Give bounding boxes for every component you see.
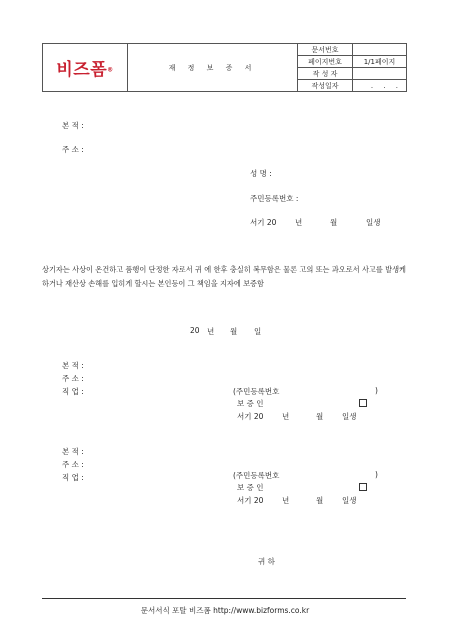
- page-number-label: 페이지번호: [298, 56, 353, 68]
- header-table: [42, 43, 407, 92]
- guarantor1-id-close: ): [375, 386, 378, 395]
- guarantor2-birth-day: 일생: [342, 496, 357, 505]
- guarantor2-job-label: 직 업 :: [62, 473, 84, 482]
- date-prefix: 20: [190, 326, 200, 335]
- guarantor1-seal-box: [359, 399, 367, 407]
- principal-birth-month: 월: [330, 218, 338, 227]
- guarantor2-seal-box: [359, 483, 367, 491]
- principal-domicile-label: 본 적 :: [62, 121, 84, 130]
- guarantor2-label: 보 증 인: [237, 483, 264, 492]
- date-year: 년: [207, 327, 215, 336]
- guarantor1-id-label: (주민등록번호: [233, 387, 280, 396]
- date-label: 작성일자: [298, 80, 353, 92]
- guarantor2-address-label: 주 소 :: [62, 460, 84, 469]
- footer-text: 문서서식 포탈 비즈폼 http://www.bizforms.co.kr: [140, 606, 310, 615]
- guarantor1-label: 보 증 인: [237, 399, 264, 408]
- author-value: [353, 68, 407, 80]
- guarantor2-id-label: (주민등록번호: [233, 471, 280, 480]
- principal-birth-year: 년: [295, 218, 303, 227]
- guarantor1-birth-prefix: 서기 20: [237, 412, 264, 421]
- page-number-value: 1/1페이지: [353, 56, 407, 68]
- principal-birth-prefix: 서기 20: [250, 218, 277, 227]
- guarantor1-birth-year: 년: [282, 412, 290, 421]
- guarantor1-job-label: 직 업 :: [62, 387, 84, 396]
- guarantor1-domicile-label: 본 적 :: [62, 361, 84, 370]
- document-title: 재 정 보 증 서: [128, 44, 298, 92]
- addressee: 귀 하: [258, 557, 275, 566]
- principal-birth-day: 일생: [366, 218, 381, 227]
- footer-divider: [42, 598, 406, 599]
- guarantor1-birth-month: 월: [316, 412, 324, 421]
- principal-id-label: 주민등록번호 :: [250, 194, 299, 203]
- guarantee-paragraph: 상기자는 사상이 온건하고 품행이 단정한 자로서 귀 에 한후 충실히 복무함은 물론 고의 또는 과오로서 사고를 발생케 하거나 재산상 손해를 입히게 할시는 본인등이 그 책임을 지자에 보증함: [42, 265, 406, 288]
- guarantor2-id-close: ): [375, 470, 378, 479]
- date-day: 일: [254, 327, 262, 336]
- registered-mark: ®: [107, 66, 114, 74]
- date-value: . . .: [353, 80, 407, 92]
- guarantor1-birth-day: 일생: [342, 412, 357, 421]
- logo-text: 비즈폼: [56, 60, 108, 80]
- guarantor2-domicile-label: 본 적 :: [62, 447, 84, 456]
- guarantor2-birth-month: 월: [316, 496, 324, 505]
- doc-number-label: 문서번호: [298, 44, 353, 56]
- principal-address-label: 주 소 :: [62, 145, 84, 154]
- date-month: 월: [230, 327, 238, 336]
- author-label: 작 성 자: [298, 68, 353, 80]
- guarantor1-address-label: 주 소 :: [62, 374, 84, 383]
- guarantor2-birth-prefix: 서기 20: [237, 496, 264, 505]
- doc-number-value: [353, 44, 407, 56]
- guarantor2-birth-year: 년: [282, 496, 290, 505]
- logo: [43, 44, 128, 92]
- principal-name-label: 성 명 :: [250, 169, 272, 178]
